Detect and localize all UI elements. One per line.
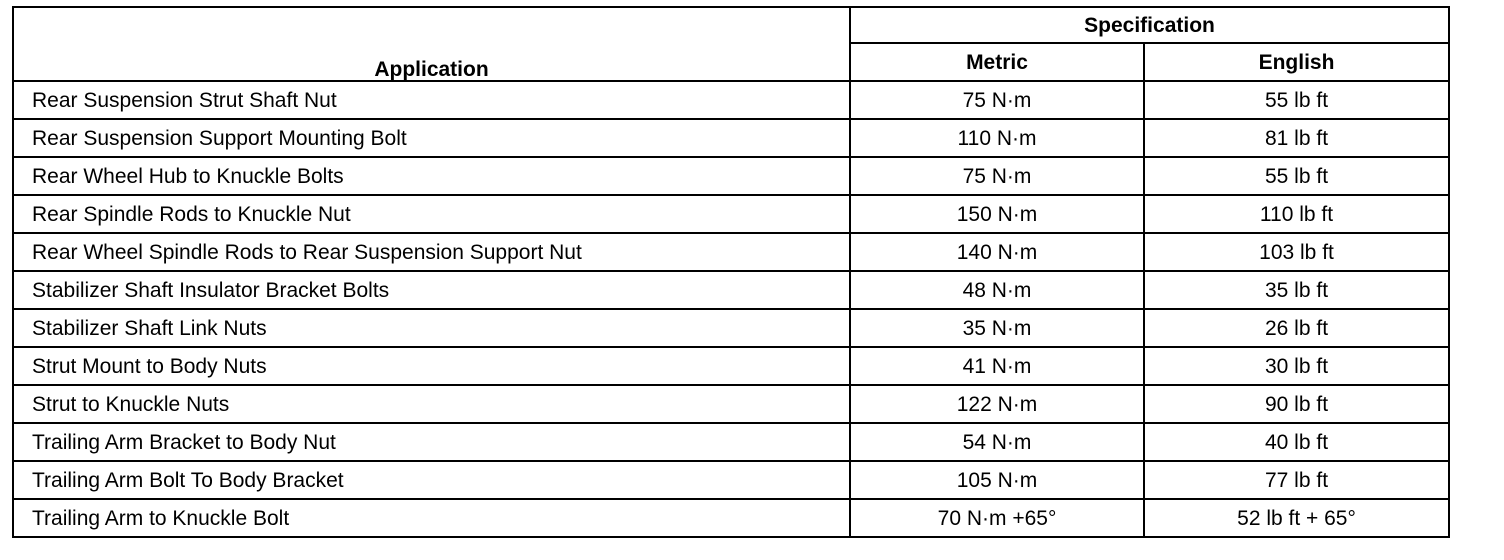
table-row bbox=[13, 81, 1449, 119]
cell-english: 35 lb ft bbox=[1144, 271, 1449, 309]
cell-metric: 48 N·m bbox=[850, 271, 1144, 309]
cell-metric: 140 N·m bbox=[850, 233, 1144, 271]
header-metric: Metric bbox=[850, 43, 1144, 81]
cell-english: 81 lb ft bbox=[1144, 119, 1449, 157]
cell-application: Rear Suspension Strut Shaft Nut bbox=[13, 81, 850, 119]
cell-application: Rear Wheel Hub to Knuckle Bolts bbox=[13, 157, 850, 195]
cell-metric: 35 N·m bbox=[850, 309, 1144, 347]
cell-english: 30 lb ft bbox=[1144, 347, 1449, 385]
table-row bbox=[13, 461, 1449, 499]
table-row bbox=[13, 119, 1449, 157]
cell-metric: 150 N·m bbox=[850, 195, 1144, 233]
table-row bbox=[13, 423, 1449, 461]
cell-english: 103 lb ft bbox=[1144, 233, 1449, 271]
table-row bbox=[13, 271, 1449, 309]
cell-metric: 75 N·m bbox=[850, 157, 1144, 195]
cell-application: Trailing Arm Bracket to Body Nut bbox=[13, 423, 850, 461]
cell-application: Stabilizer Shaft Link Nuts bbox=[13, 309, 850, 347]
cell-english: 55 lb ft bbox=[1144, 81, 1449, 119]
header-english: English bbox=[1144, 43, 1449, 81]
table-row bbox=[13, 499, 1449, 537]
table-row bbox=[13, 347, 1449, 385]
cell-application: Strut Mount to Body Nuts bbox=[13, 347, 850, 385]
cell-english: 26 lb ft bbox=[1144, 309, 1449, 347]
cell-english: 52 lb ft + 65° bbox=[1144, 499, 1449, 537]
table-row bbox=[13, 157, 1449, 195]
cell-application: Rear Suspension Support Mounting Bolt bbox=[13, 119, 850, 157]
table-row bbox=[13, 385, 1449, 423]
cell-application: Trailing Arm Bolt To Body Bracket bbox=[13, 461, 850, 499]
cell-metric: 75 N·m bbox=[850, 81, 1144, 119]
cell-english: 90 lb ft bbox=[1144, 385, 1449, 423]
table-row bbox=[13, 195, 1449, 233]
cell-metric: 122 N·m bbox=[850, 385, 1144, 423]
header-row-top bbox=[13, 7, 1449, 43]
cell-english: 110 lb ft bbox=[1144, 195, 1449, 233]
cell-english: 55 lb ft bbox=[1144, 157, 1449, 195]
cell-english: 77 lb ft bbox=[1144, 461, 1449, 499]
cell-metric: 41 N·m bbox=[850, 347, 1144, 385]
table-row bbox=[13, 233, 1449, 271]
cell-application: Rear Wheel Spindle Rods to Rear Suspension Support Nut bbox=[13, 233, 850, 271]
cell-application: Rear Spindle Rods to Knuckle Nut bbox=[13, 195, 850, 233]
cell-application: Strut to Knuckle Nuts bbox=[13, 385, 850, 423]
cell-application: Trailing Arm to Knuckle Bolt bbox=[13, 499, 850, 537]
cell-metric: 110 N·m bbox=[850, 119, 1144, 157]
cell-application: Stabilizer Shaft Insulator Bracket Bolts bbox=[13, 271, 850, 309]
cell-metric: 105 N·m bbox=[850, 461, 1144, 499]
cell-english: 40 lb ft bbox=[1144, 423, 1449, 461]
torque-spec-table bbox=[12, 6, 1450, 538]
table-row bbox=[13, 309, 1449, 347]
header-application: Application bbox=[13, 7, 850, 81]
cell-metric: 54 N·m bbox=[850, 423, 1144, 461]
header-specification: Specification bbox=[850, 7, 1449, 43]
cell-metric: 70 N·m +65° bbox=[850, 499, 1144, 537]
